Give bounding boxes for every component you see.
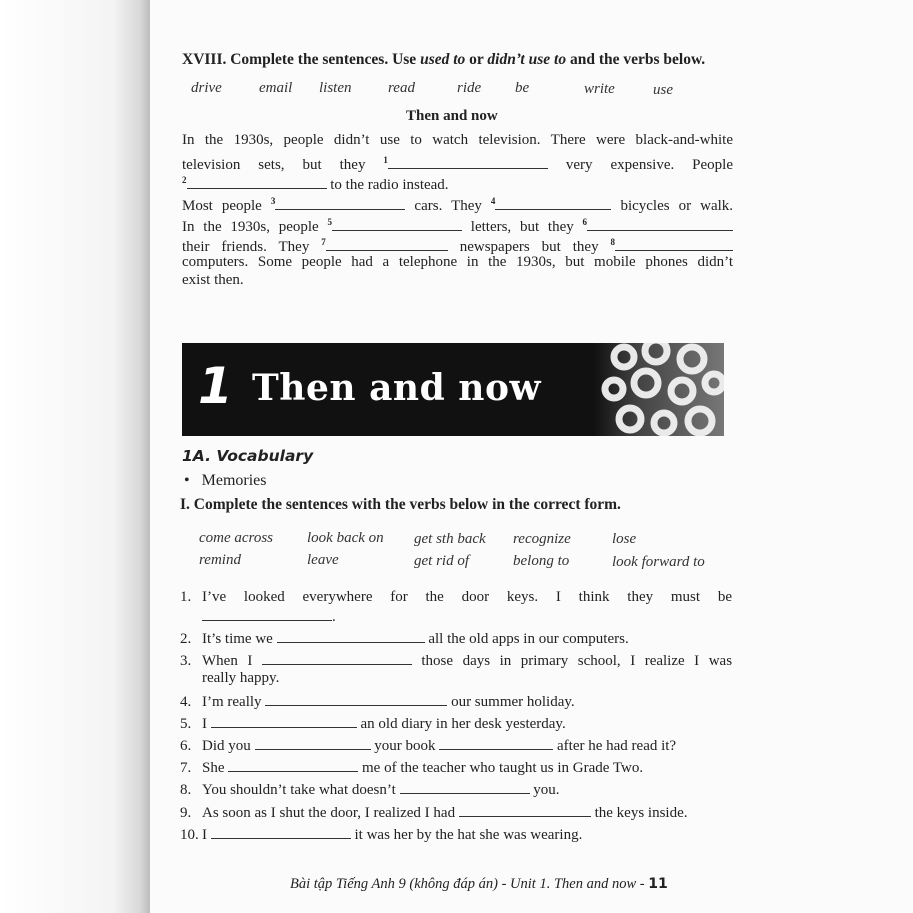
section-heading: 1A. Vocabulary bbox=[182, 447, 314, 465]
item-text: after he had read it? bbox=[557, 738, 677, 754]
vocab-word: look back on bbox=[307, 530, 384, 546]
exercise-item-4 bbox=[180, 691, 732, 712]
item-text: When I bbox=[202, 653, 253, 669]
vocab-word: recognize bbox=[513, 531, 571, 547]
exercise-item-6 bbox=[180, 735, 732, 756]
item-text: It’s time we bbox=[202, 631, 273, 647]
gap-number: 2 bbox=[182, 175, 187, 185]
exercise-18-title bbox=[182, 51, 705, 69]
item-text: an old diary in her desk yesterday. bbox=[360, 716, 566, 732]
answer-blank[interactable] bbox=[400, 779, 530, 794]
vocab-word: leave bbox=[307, 552, 339, 568]
text: bicycles or walk. bbox=[620, 198, 734, 214]
answer-blank[interactable] bbox=[615, 236, 733, 251]
word: read bbox=[388, 80, 415, 96]
vocab-word: look forward to bbox=[612, 554, 705, 570]
exercise-item-10 bbox=[180, 824, 732, 845]
title-part: XVIII. Complete the sentences. Use bbox=[182, 51, 421, 68]
answer-blank[interactable] bbox=[265, 691, 447, 706]
item-number: 10. bbox=[180, 827, 199, 843]
gap-number: 4 bbox=[490, 196, 496, 206]
item-number: 8. bbox=[180, 782, 192, 798]
passage-line: In the 1930s, people didn’t use to watch television. There were black-and-white bbox=[182, 132, 733, 148]
item-number: 3. bbox=[180, 653, 192, 669]
answer-blank[interactable] bbox=[211, 824, 351, 839]
answer-blank[interactable] bbox=[587, 216, 733, 231]
word: ride bbox=[457, 80, 482, 96]
item-text: I’m really bbox=[202, 694, 262, 710]
item-text: I’ve looked everywhere for the door keys. I think they must be bbox=[202, 589, 732, 605]
item-text: She bbox=[202, 760, 225, 776]
text: Most people bbox=[182, 198, 262, 214]
vocab-word: lose bbox=[612, 531, 637, 547]
item-text: the keys inside. bbox=[594, 805, 688, 821]
word: be bbox=[515, 80, 530, 96]
exercise-item-9 bbox=[180, 802, 732, 823]
item-number: 2. bbox=[180, 631, 192, 647]
answer-blank[interactable] bbox=[439, 735, 553, 750]
vocab-word: get rid of bbox=[414, 553, 469, 569]
exercise-item-3-cont: really happy. bbox=[202, 670, 280, 686]
gap-number: 3 bbox=[270, 196, 276, 206]
item-number: 5. bbox=[180, 716, 192, 732]
title-part: or bbox=[465, 51, 488, 68]
item-text: I bbox=[202, 827, 207, 843]
vocab-word: belong to bbox=[513, 553, 570, 569]
passage-line: computers. Some people had a telephone in the 1930s, but mobile phones didn’t bbox=[182, 254, 733, 270]
footer-text: Bài tập Tiếng Anh 9 (không đáp án) - Unit 1. Then and now - bbox=[290, 876, 645, 892]
book-spine-shadow bbox=[0, 0, 150, 913]
subsection-memories bbox=[184, 472, 266, 490]
vocab-word: come across bbox=[199, 530, 274, 546]
answer-blank[interactable] bbox=[255, 735, 371, 750]
word: write bbox=[584, 81, 615, 97]
gap-number: 5 bbox=[327, 217, 332, 227]
item-text: all the old apps in our computers. bbox=[428, 631, 629, 647]
answer-blank[interactable] bbox=[262, 650, 412, 665]
answer-blank[interactable] bbox=[277, 628, 425, 643]
answer-blank[interactable] bbox=[202, 606, 332, 621]
gap-number: 8 bbox=[610, 237, 616, 247]
answer-blank[interactable] bbox=[495, 195, 611, 210]
unit-number: 1 bbox=[198, 357, 233, 415]
item-text: Did you bbox=[202, 738, 251, 754]
title-italic-didnt-use-to: didn’t use to bbox=[487, 51, 567, 68]
item-text: it was her by the hat she was wearing. bbox=[354, 827, 583, 843]
exercise-1-instruction: I. Complete the sentences with the verbs below in the correct form. bbox=[180, 496, 621, 513]
answer-blank[interactable] bbox=[228, 757, 358, 772]
unit-title: Then and now bbox=[252, 367, 541, 409]
vocab-word: remind bbox=[199, 552, 241, 568]
answer-blank[interactable] bbox=[211, 713, 357, 728]
title-italic-used-to: used to bbox=[420, 51, 466, 68]
item-text: you. bbox=[533, 782, 560, 798]
item-text: As soon as I shut the door, I realized I had bbox=[202, 805, 456, 821]
text: to the radio instead. bbox=[330, 177, 449, 193]
gap-number: 1 bbox=[383, 155, 388, 165]
item-number: 1. bbox=[180, 589, 192, 605]
gap-number: 6 bbox=[582, 217, 588, 227]
text: letters, but they bbox=[470, 219, 574, 235]
text: their friends. They bbox=[182, 239, 310, 255]
answer-blank[interactable] bbox=[459, 802, 591, 817]
exercise-item-8 bbox=[180, 779, 732, 800]
vocab-word: get sth back bbox=[414, 531, 486, 547]
gap-number: 7 bbox=[321, 237, 326, 247]
exercise-item-5 bbox=[180, 713, 732, 734]
answer-blank[interactable] bbox=[187, 174, 327, 189]
answer-blank[interactable] bbox=[275, 195, 405, 210]
text: In the 1930s, people bbox=[182, 219, 319, 235]
exercise-item-1-cont: . bbox=[180, 606, 732, 627]
item-number: 9. bbox=[180, 805, 192, 821]
word: email bbox=[259, 80, 293, 96]
item-text: those days in primary school, I realize I was bbox=[421, 653, 733, 669]
item-number: 7. bbox=[180, 760, 192, 776]
answer-blank[interactable] bbox=[332, 216, 462, 231]
subsection-title: Memories bbox=[201, 472, 267, 489]
item-text: your book bbox=[374, 738, 436, 754]
passage-line: exist then. bbox=[182, 272, 244, 288]
bullet: • bbox=[184, 472, 190, 489]
passage-subtitle: Then and now bbox=[406, 108, 498, 124]
text: very expensive. People bbox=[565, 157, 734, 173]
text: television sets, but they bbox=[182, 157, 366, 173]
exercise-item-2 bbox=[180, 628, 732, 649]
text: newspapers but they bbox=[459, 239, 599, 255]
unit-banner bbox=[182, 343, 724, 436]
item-text: me of the teacher who taught us in Grade Two. bbox=[362, 760, 644, 776]
item-text: our summer holiday. bbox=[451, 694, 575, 710]
decorative-dots-icon bbox=[594, 343, 724, 436]
item-number: 6. bbox=[180, 738, 192, 754]
exercise-item-7 bbox=[180, 757, 732, 778]
text: cars. They bbox=[414, 198, 482, 214]
title-part: and the verbs below. bbox=[566, 51, 706, 68]
item-number: 4. bbox=[180, 694, 192, 710]
answer-blank[interactable] bbox=[388, 154, 548, 169]
word: listen bbox=[319, 80, 352, 96]
word: use bbox=[653, 82, 673, 98]
page-footer bbox=[290, 876, 668, 893]
item-text: I bbox=[202, 716, 207, 732]
word: drive bbox=[191, 80, 222, 96]
item-text: You shouldn’t take what doesn’t bbox=[202, 782, 396, 798]
page-number: 11 bbox=[648, 876, 668, 892]
answer-blank[interactable] bbox=[326, 236, 448, 251]
exercise-item-1 bbox=[180, 587, 732, 607]
